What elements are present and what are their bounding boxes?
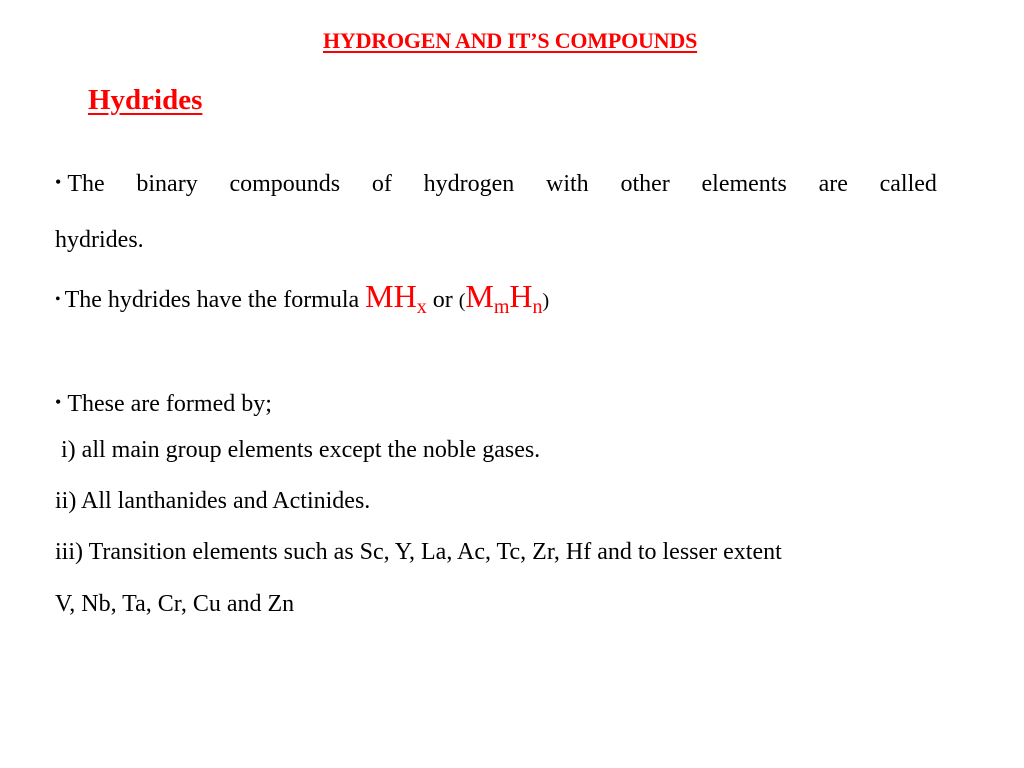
formation-intro-text: These are formed by; [67,391,272,417]
formula-mhx-subscript: x [416,296,427,318]
formula-or-text: or [432,287,453,313]
definition-word: other [620,171,670,197]
section-heading: Hydrides [88,84,203,116]
bullet-point-formation [55,380,937,429]
list-item: i) all main group elements except the noble gases. [61,437,541,463]
formula-mhx-main: MH [365,278,417,314]
definition-word-1-group [55,157,105,213]
definition-word: binary [136,171,198,197]
definition-word: compounds [229,171,341,197]
formula-mmhn-h: H [509,278,533,314]
definition-word: are [818,171,848,197]
bullet-point-definition [55,157,937,268]
formula-mmhn-m-subscript: m [493,296,510,318]
definition-word: called [879,171,937,197]
definition-word: with [546,171,589,197]
definition-word: hydrogen [423,171,515,197]
definition-word: elements [701,171,787,197]
formula-intro-text: The hydrides have the formula [64,287,360,313]
definition-continuation: hydrides. [55,227,144,253]
list-item: iii) Transition elements such as Sc, Y, La, Ac, Tc, Zr, Hf and to lesser extent [55,539,782,565]
list-item: V, Nb, Ta, Cr, Cu and Zn [55,591,295,617]
slide-title: HYDROGEN AND IT’S COMPOUNDS [323,28,698,53]
bullet-point-formula [55,272,937,331]
bullet-icon: • [55,291,61,308]
open-paren: ( [458,290,466,312]
definition-word: The [67,171,105,197]
definition-word: of [371,171,392,197]
bullet-icon: • [55,392,62,412]
formula-mmhn [465,278,543,318]
formula-mmhn-h-subscript: n [532,296,543,318]
list-item: ii) All lanthanides and Actinides. [55,488,371,514]
close-paren: ) [542,290,550,312]
definition-first-line [55,157,937,213]
formula-mmhn-m: M [465,278,494,314]
bullet-icon: • [55,172,62,192]
formula-mhx [365,278,427,318]
